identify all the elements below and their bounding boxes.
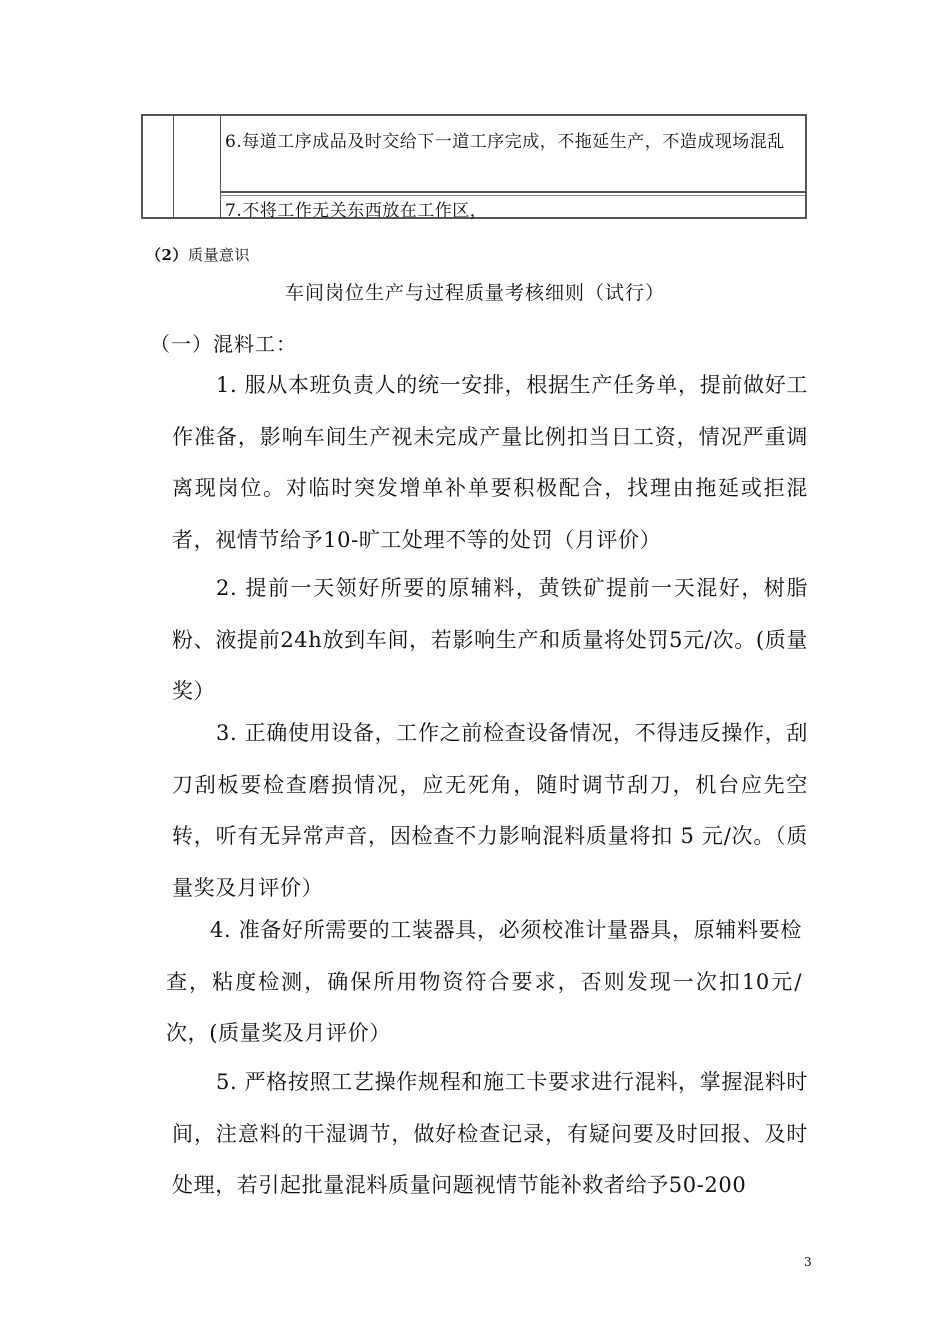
paragraph-1: 1. 服从本班负责人的统一安排，根据生产任务单，提前做好工作准备，影响车间生产视未完成产量比例扣当日工资，情况严重调离现岗位。对临时突发增单补单要积极配合，找理由拖延或拒混者，视情节给予10-旷工处理不等的处罚（月评价） (172, 373, 808, 552)
paragraph-3: 3. 正确使用设备，工作之前检查设备情况，不得违反操作，刮刀刮板要检查磨损情况，应无死角，随时调节刮刀，机台应先空转，听有无异常声音，因检查不力影响混料质量将扣 5 元/次。（质量奖及月评价） (172, 721, 808, 900)
table-row-divider (220, 191, 805, 193)
table-column-divider (220, 116, 221, 217)
subsection-title: 质量意识 (187, 246, 250, 264)
document-title: 车间岗位生产与过程质量考核细则（试行） (284, 282, 665, 304)
table-cell-rule-6: 6.每道工序成品及时交给下一道工序完成，不拖延生产，不造成现场混乱 (225, 132, 785, 152)
subsection-heading (146, 244, 250, 265)
paragraph-4: 4. 准备好所需要的工装器具，必须校准计量器具，原辅料要检查，粘度检测，确保所用物资符合要求，否则发现一次扣10元/次，(质量奖及月评价） (166, 918, 802, 1045)
rules-table (141, 114, 807, 219)
paragraph-2: 2. 提前一天领好所要的原辅料，黄铁矿提前一天混好，树脂粉、液提前24h放到车间，若影响生产和质量将处罚5元/次。(质量奖） (172, 576, 808, 703)
paragraph-5: 5. 严格按照工艺操作规程和施工卡要求进行混料，掌握混料时间，注意料的干湿调节，做好检查记录，有疑问要及时回报、及时处理，若引起批量混料质量问题视情节能补救者给予50-200 (172, 1070, 808, 1197)
subsection-number: （2） (146, 246, 188, 264)
table-cell-rule-7: 7.不将工作无关东西放在工作区， (225, 201, 488, 221)
table-column-divider (173, 116, 174, 217)
section-heading: （一）混料工： (150, 332, 297, 356)
page-number: 3 (804, 1255, 812, 1269)
